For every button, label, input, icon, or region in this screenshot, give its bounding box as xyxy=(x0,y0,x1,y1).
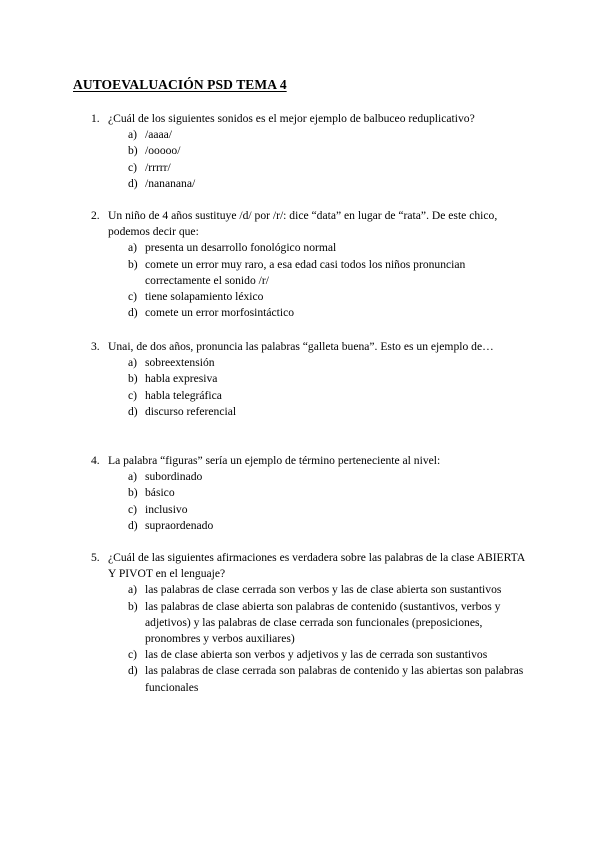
option-d xyxy=(128,176,528,192)
question-number: 1. xyxy=(91,112,100,125)
option-text: presenta un desarrollo fonológico normal xyxy=(145,241,337,255)
question-5 xyxy=(0,550,600,696)
option-text: básico xyxy=(145,486,175,500)
option-c xyxy=(128,160,528,176)
option-letter: d) xyxy=(128,306,138,320)
option-a xyxy=(128,127,528,143)
option-letter: a) xyxy=(128,128,138,142)
option-letter: b) xyxy=(128,486,138,500)
option-text: las palabras de clase cerrada son palabras de contenido y las abiertas son palabras funcionales xyxy=(145,664,524,694)
option-b xyxy=(128,143,528,159)
option-d xyxy=(128,663,528,695)
option-b xyxy=(128,599,528,648)
option-letter: a) xyxy=(128,241,138,255)
options-list xyxy=(128,469,528,534)
option-letter: d) xyxy=(128,404,138,418)
option-text: las de clase abierta son verbos y adjetivos y las de cerrada son sustantivos xyxy=(145,648,488,662)
option-letter: a) xyxy=(128,470,138,484)
option-letter: b) xyxy=(128,599,138,613)
option-b xyxy=(128,485,528,501)
question-text: ¿Cuál de las siguientes afirmaciones es verdadera sobre las palabras de la clase ABIERTA Y PIVOT en el lenguaje? xyxy=(108,551,525,581)
question-3 xyxy=(0,339,600,420)
option-letter: d) xyxy=(128,518,138,532)
option-letter: d) xyxy=(128,176,138,190)
option-text: supraordenado xyxy=(145,518,214,532)
option-text: /nananana/ xyxy=(145,176,196,190)
option-c xyxy=(128,388,528,404)
option-text: habla telegráfica xyxy=(145,388,222,402)
options-list xyxy=(128,355,528,420)
question-number: 3. xyxy=(91,340,100,353)
option-letter: d) xyxy=(128,664,138,678)
option-d xyxy=(128,518,528,534)
option-text: habla expresiva xyxy=(145,372,218,386)
question-text: La palabra “figuras” sería un ejemplo de término perteneciente al nivel: xyxy=(108,454,441,467)
option-c xyxy=(128,289,528,305)
question-text: Unai, de dos años, pronuncia las palabras “galleta buena”. Esto es un ejemplo de… xyxy=(108,340,494,353)
option-text: tiene solapamiento léxico xyxy=(145,290,264,304)
option-a xyxy=(128,240,528,256)
question-1 xyxy=(0,111,600,192)
option-letter: c) xyxy=(128,502,138,516)
option-letter: b) xyxy=(128,372,138,386)
question-4 xyxy=(0,453,600,534)
options-list xyxy=(128,127,528,192)
question-text: Un niño de 4 años sustituye /d/ por /r/: dice “data” en lugar de “rata”. De este chico, podemos decir que: xyxy=(108,209,498,239)
option-text: discurso referencial xyxy=(145,404,237,418)
option-d xyxy=(128,404,528,420)
option-text: las palabras de clase abierta son palabras de contenido (sustantivos, verbos y adjetivos) y las palabras de clase cerrada son funcionales (preposiciones, pronombres y verbos auxiliares) xyxy=(145,599,501,646)
option-text: /ooooo/ xyxy=(145,144,181,158)
option-text: inclusivo xyxy=(145,502,188,516)
question-number: 5. xyxy=(91,551,100,564)
option-text: /rrrrr/ xyxy=(145,160,171,174)
option-text: sobreextensión xyxy=(145,356,215,370)
option-letter: c) xyxy=(128,290,138,304)
option-a xyxy=(128,355,528,371)
option-letter: a) xyxy=(128,356,138,370)
option-text: subordinado xyxy=(145,470,203,484)
option-c xyxy=(128,647,528,663)
option-text: comete un error muy raro, a esa edad casi todos los niños pronuncian correctamente el sonido /r/ xyxy=(145,257,466,287)
option-letter: c) xyxy=(128,160,138,174)
question-text: ¿Cuál de los siguientes sonidos es el mejor ejemplo de balbuceo reduplicativo? xyxy=(108,112,475,125)
option-c xyxy=(128,502,528,518)
option-b xyxy=(128,371,528,387)
option-letter: c) xyxy=(128,388,138,402)
question-2 xyxy=(0,208,600,321)
option-a xyxy=(128,469,528,485)
option-letter: a) xyxy=(128,583,138,597)
option-text: /aaaa/ xyxy=(145,128,173,142)
option-b xyxy=(128,257,528,289)
option-letter: c) xyxy=(128,648,138,662)
options-list xyxy=(128,582,528,695)
option-a xyxy=(128,582,528,598)
options-list xyxy=(128,240,528,321)
option-d xyxy=(128,305,528,321)
option-text: las palabras de clase cerrada son verbos y las de clase abierta son sustantivos xyxy=(145,583,502,597)
option-letter: b) xyxy=(128,144,138,158)
option-letter: b) xyxy=(128,257,138,271)
option-text: comete un error morfosintáctico xyxy=(145,306,295,320)
question-number: 4. xyxy=(91,454,100,467)
question-number: 2. xyxy=(91,209,100,222)
page-title: AUTOEVALUACIÓN PSD TEMA 4 xyxy=(73,77,287,92)
